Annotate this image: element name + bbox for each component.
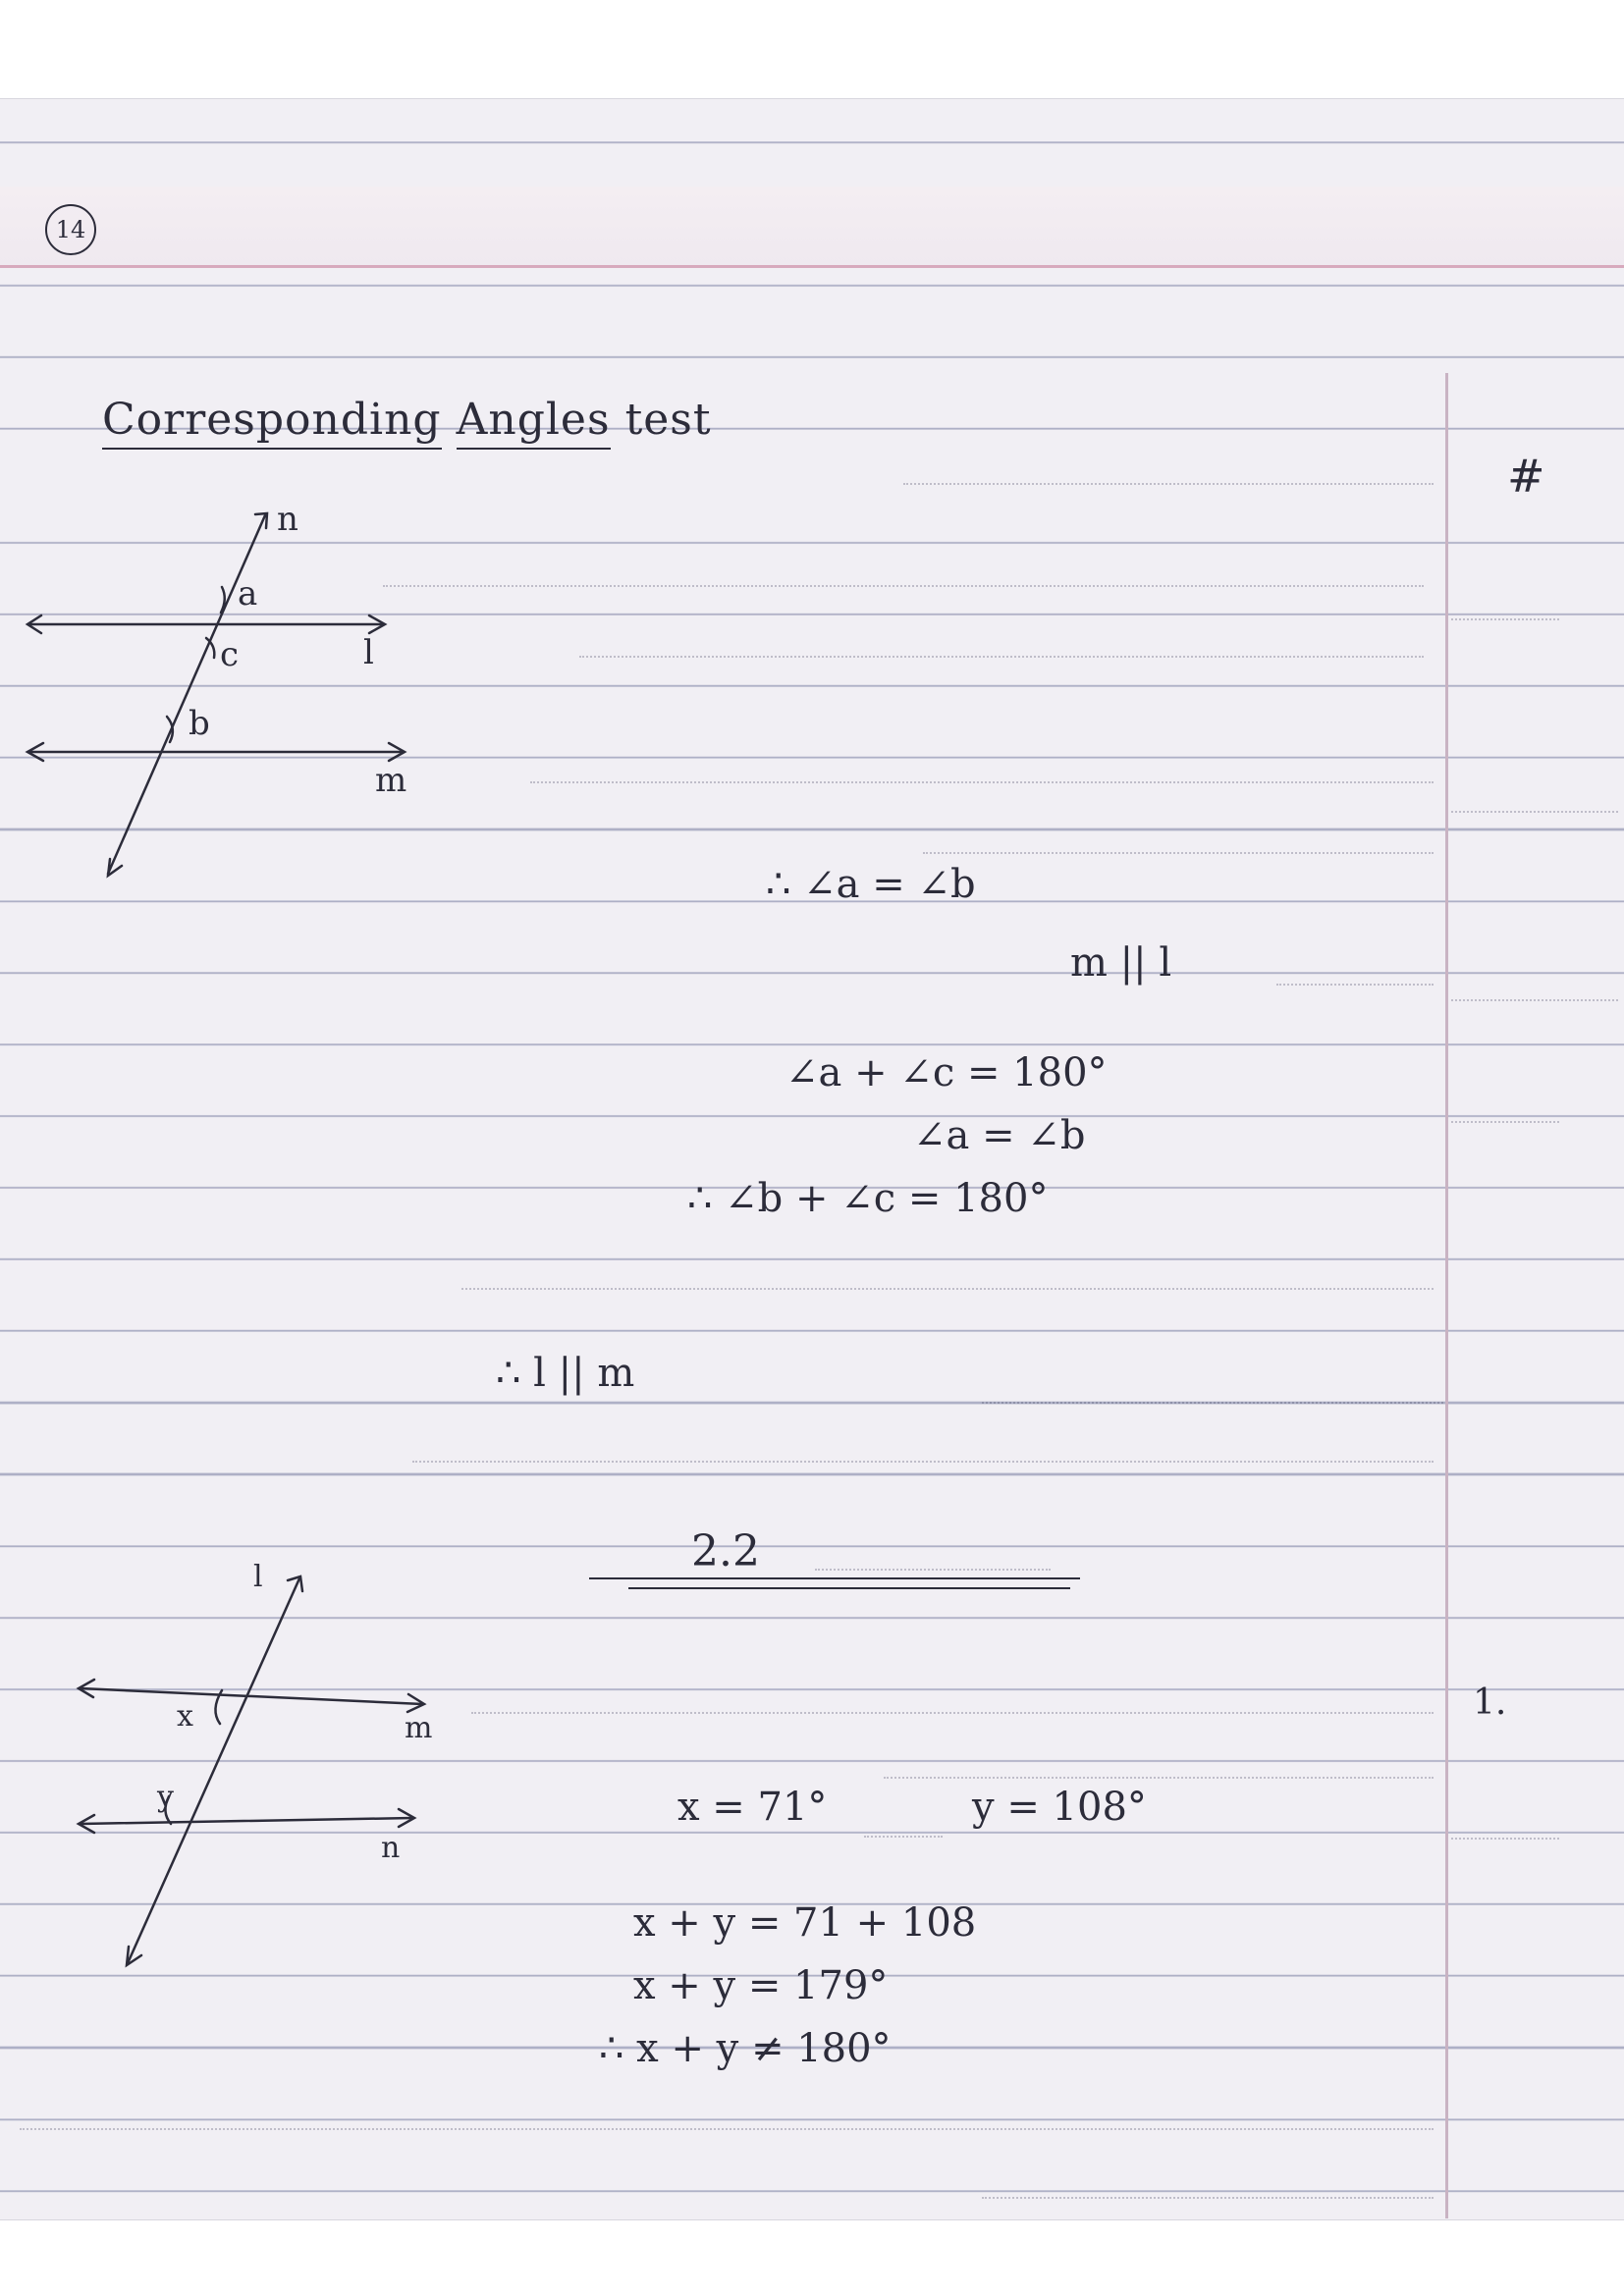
theorem-line-1	[383, 544, 1424, 587]
solution-eq-1-y: y = 108°	[972, 1785, 1147, 1830]
exercise-heading-urdu	[815, 1527, 1051, 1571]
label-x: x	[177, 1699, 193, 1734]
label-y: y	[157, 1780, 174, 1814]
heading-hash: #	[1507, 450, 1545, 503]
proof-label	[1451, 1080, 1559, 1123]
to-prove-eq: m || l	[1070, 940, 1172, 986]
proof-eq-1: ∠a + ∠c = 180°	[785, 1050, 1108, 1095]
given-eq-1: ∴ ∠a = ∠b	[766, 862, 976, 907]
exercise-heading-underline	[589, 1577, 1080, 1579]
heading-urdu	[903, 442, 1434, 485]
conclusion-line-1	[20, 2087, 1434, 2130]
label-m-2: m	[405, 1711, 433, 1745]
proof-line-2	[412, 1419, 1434, 1463]
proof-eq-4-note	[982, 1361, 1443, 1404]
proof-eq-2: ∠a = ∠b	[913, 1113, 1086, 1158]
question-number: 1.	[1473, 1682, 1507, 1723]
solution-eq-1: x = 71°	[677, 1785, 828, 1830]
heading-word-corresponding: Corresponding	[102, 395, 442, 450]
diagram-transversal-1	[20, 501, 412, 883]
label-l: l	[363, 633, 374, 672]
label-n: n	[277, 500, 298, 539]
line-m-2	[81, 1688, 422, 1704]
conclusion-line-2	[982, 2156, 1434, 2199]
proof-eq-4: ∴ l || m	[496, 1351, 635, 1396]
solution-eq-4: ∴ x + y ≠ 180°	[599, 2026, 892, 2071]
label-m: m	[375, 761, 407, 800]
label-c: c	[220, 635, 240, 674]
given-label	[1451, 770, 1618, 813]
arrowhead-transversal-bottom	[108, 859, 122, 876]
label-l-2: l	[253, 1560, 263, 1594]
solution-eq-2: x + y = 71 + 108	[633, 1900, 977, 1946]
transversal-line-l	[128, 1578, 299, 1963]
solution-and	[864, 1794, 943, 1838]
page-number: 14	[45, 204, 96, 255]
heading-english	[102, 395, 712, 445]
label-a: a	[238, 574, 258, 614]
theorem-label	[1451, 577, 1559, 620]
label-n-2: n	[381, 1831, 401, 1865]
theorem-line-2	[579, 614, 1424, 658]
transversal-line-n	[108, 515, 265, 874]
question-line-2	[884, 1735, 1434, 1779]
to-prove-label	[1451, 958, 1618, 1001]
solution-eq-3: x + y = 179°	[633, 1963, 889, 2008]
exercise-heading-underline-2	[628, 1587, 1070, 1589]
heading-word-test: test	[624, 395, 712, 445]
header-band	[0, 187, 1624, 265]
question-line-1	[471, 1671, 1434, 1714]
header-rule	[0, 265, 1624, 268]
line-n-2	[81, 1818, 412, 1824]
label-b: b	[189, 704, 210, 743]
proof-eq-3: ∴ ∠b + ∠c = 180°	[687, 1176, 1049, 1221]
given-line-1	[530, 740, 1434, 783]
given-line-2	[923, 811, 1434, 854]
diagram-transversal-2	[59, 1561, 452, 1973]
heading-word-angles: Angles	[457, 395, 611, 450]
to-prove-statement	[1276, 942, 1434, 986]
solution-label	[1451, 1796, 1559, 1840]
exercise-heading-number: 2.2	[691, 1526, 760, 1576]
margin-line	[1445, 373, 1448, 2218]
proof-line-1	[461, 1247, 1434, 1290]
